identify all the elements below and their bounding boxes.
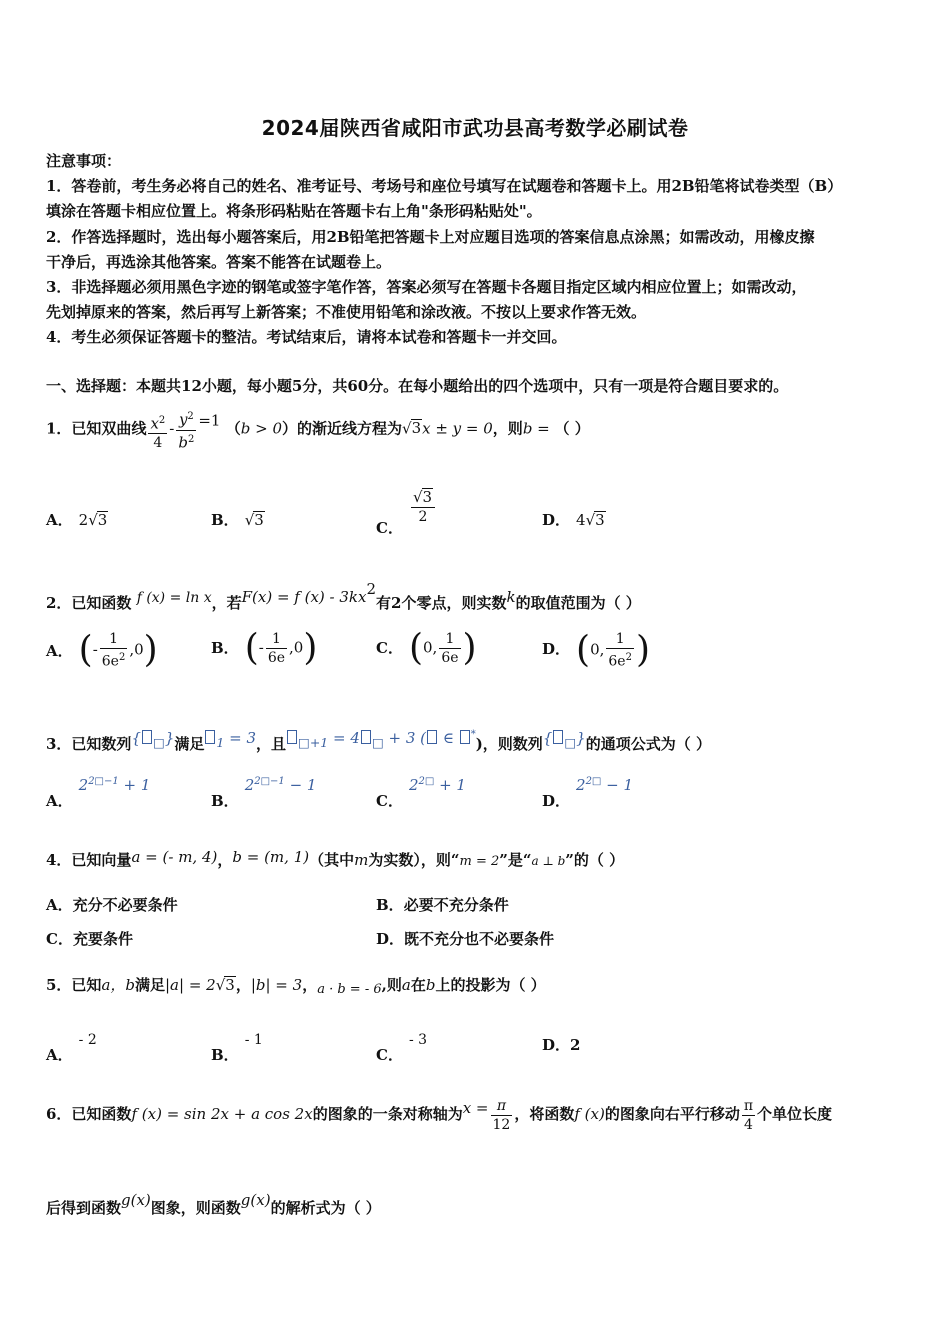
q5-text: 上的投影为（ ） xyxy=(435,976,546,994)
q1-text: ）的渐近线方程为 xyxy=(281,419,402,438)
q4-text: ”是“ xyxy=(499,851,532,869)
notice-line: 干净后，再选涂其他答案。答案不能答在试题卷上。 xyxy=(46,253,392,271)
q4-option-a[interactable] xyxy=(46,895,178,915)
option-coef: 4 xyxy=(576,511,586,529)
question-1: 1．已知双曲线 $\frac{x^2}{4}$ - $\frac{y^2}{b^2}$ =1 （b > 0）的渐近线方程为√3x ± y = 0，则b = （ ） xyxy=(46,408,590,452)
q2-option-c[interactable]: C． (0, $\frac{1}{6e}$ ) xyxy=(376,627,477,669)
q6-text: 的图象的一条对称轴为 xyxy=(312,1105,463,1123)
option-text: 2 xyxy=(570,1036,581,1054)
q5-text: 满足 xyxy=(134,976,165,994)
option-label: A． xyxy=(46,642,73,661)
q6-text: 图象，则函数 xyxy=(150,1199,241,1217)
option-den: 2 xyxy=(418,509,428,525)
q6-text: ，将函数 xyxy=(514,1105,575,1123)
q4-perp: a ⊥ b xyxy=(531,854,566,868)
page-title: 2024届陕西省咸阳市武功县高考数学必刷试卷 xyxy=(261,116,689,140)
option-label: B． xyxy=(211,1046,239,1064)
question-2: 2．已知函数 f (x) = ln x，若F(x) = f $(x) - 3kx^2$有2个零点，则实数k的取值范围为（ ） xyxy=(46,580,641,612)
option-text: 充要条件 xyxy=(72,930,133,948)
option-label: C． xyxy=(376,519,403,537)
q6-prefix: 6．已知函数 xyxy=(46,1105,132,1123)
option-text: + 1 xyxy=(439,776,466,794)
q3-option-d[interactable]: D．$2^{2□} - 1$ xyxy=(542,776,634,810)
q6-twelve: 12 xyxy=(492,1116,511,1133)
notice-line: 1．答卷前，考生务必将自己的姓名、准考证号、考场号和座位号填写在试题卷和答题卡上。用2B铅笔将试卷类型（B） xyxy=(46,177,843,195)
option-text: − 1 xyxy=(606,776,634,794)
q2-option-d[interactable]: D． (0, $\frac{1}{6e^2}$ ) xyxy=(542,629,650,671)
q1-option-a[interactable]: A． 2√3 xyxy=(46,511,108,529)
notice-line: 先划掉原来的答案，然后再写上新答案；不准使用铅笔和涂改液。不按以上要求作答无效。 xyxy=(46,303,647,321)
frac: $\frac{1}{6e}$ xyxy=(441,631,459,666)
option-label: A． xyxy=(46,1046,73,1064)
q4-m: m xyxy=(354,851,369,869)
q4-vec-b: b = (m, 1) xyxy=(232,848,310,866)
q2-k: k xyxy=(506,588,516,606)
q2-f: f (x) = ln x xyxy=(136,590,212,606)
q2-option-a[interactable]: A． (- $\frac{1}{6e^2}$ ,0) xyxy=(46,629,158,671)
section-heading: 一、选择题：本题共12小题，每小题5分，共60分。在每小题给出的四个选项中，只有一项是符合题目要求的。 xyxy=(46,377,789,395)
q4-vec-a: a = (- m, 4) xyxy=(131,848,218,866)
q4-cond: m = 2 xyxy=(459,854,500,869)
q6-text: 的解析式为（ ） xyxy=(270,1199,381,1217)
q6-text: 后得到函数 xyxy=(46,1199,122,1217)
q2-text: 的取值范围为（ ） xyxy=(515,594,641,612)
option-label: C． xyxy=(376,638,403,657)
option-radicand: 3 xyxy=(254,511,264,529)
q6-text: 个单位长度 xyxy=(757,1105,833,1123)
notice-line: 2．作答选择题时，选出每小题答案后，用2B铅笔把答题卡上对应题目选项的答案信息点涂黑；如需改动，用橡皮擦 xyxy=(46,228,815,246)
q5-dot: a · b = - 6 xyxy=(317,982,382,997)
q5-option-a[interactable] xyxy=(46,1030,97,1065)
q5-b: b xyxy=(425,976,436,994)
q5-a: a xyxy=(401,976,411,994)
q6-text: 的图象向右平行移动 xyxy=(604,1105,740,1123)
q3-option-b[interactable]: B．$2^{2□-1} - 1$ xyxy=(211,776,317,810)
frac-pi-4 xyxy=(742,1097,755,1134)
q6-pi: π xyxy=(743,1097,754,1114)
q3-text: 的通项公式为（ ） xyxy=(585,735,711,753)
q5-option-b[interactable] xyxy=(211,1030,263,1065)
option-radicand: 3 xyxy=(595,511,605,529)
q1-eq: x ± y = 0 xyxy=(422,419,493,438)
q2-option-b[interactable]: B． (- $\frac{1}{6e}$ ,0) xyxy=(211,627,318,669)
q1-ask: b = xyxy=(522,419,555,438)
q6-x: x = xyxy=(462,1099,489,1117)
frac: $\frac{1}{6e^2}$ xyxy=(608,631,632,670)
option-label: D． xyxy=(542,511,571,529)
q3-rec3: ∈ xyxy=(442,729,454,747)
q4-text: （其中 xyxy=(309,851,355,869)
q5-ab: a，b xyxy=(101,976,135,994)
option-label: C． xyxy=(376,1046,403,1064)
option-label: C． xyxy=(46,930,73,948)
q3-option-c[interactable]: C．$2^{2□} + 1$ xyxy=(376,776,466,810)
q4-option-d[interactable] xyxy=(376,929,554,949)
option-label: B． xyxy=(211,792,239,810)
notice-line: 填涂在答题卡相应位置上。将条形码粘贴在答题卡右上角"条形码粘贴处"。 xyxy=(46,202,542,220)
question-3: 3．已知数列{ $_□$}满足 $_1$ = 3，且 $_{□+1}$ = 4 $_□$ + 3 ( ∈ *)，则数列{ $_□$}的通项公式为（ ） xyxy=(46,729,711,753)
q3-rec: = 4 xyxy=(333,729,360,747)
q6-f2: f (x) xyxy=(574,1105,605,1123)
q5-text: ,则 xyxy=(381,976,402,994)
frac: $\frac{1}{6e^2}$ xyxy=(101,631,126,670)
q6-g: g(x) xyxy=(240,1191,271,1209)
option-label: B． xyxy=(211,511,239,529)
option-text: - 2 xyxy=(78,1032,97,1048)
q3-text: 满足 xyxy=(174,735,205,753)
option-label: A． xyxy=(46,896,73,914)
q1-text: ，则 xyxy=(492,419,523,438)
frac-sqrt3-2: $\frac{√3}{2}$ xyxy=(411,488,435,526)
q5-option-c[interactable] xyxy=(376,1030,427,1065)
q1-text: （ ） xyxy=(554,419,590,438)
q1-text: （ xyxy=(225,419,241,438)
option-radicand: 3 xyxy=(97,511,108,529)
frac-pi-12 xyxy=(491,1097,513,1134)
q4-prefix: 4．已知向量 xyxy=(46,851,132,869)
option-label: A． xyxy=(46,792,73,810)
option-text: − 1 xyxy=(289,776,317,794)
option-text: - 3 xyxy=(408,1032,428,1048)
q6-g: g(x) xyxy=(121,1191,151,1209)
option-label: D． xyxy=(542,792,571,810)
q6-four: 4 xyxy=(743,1116,753,1133)
q2-text: 有2个零点，则实数 xyxy=(376,594,507,612)
q2-F: F(x) = f (x) - 3kx xyxy=(241,588,367,606)
q2-text: ，若 xyxy=(211,594,242,612)
q3-prefix: 3．已知数列 xyxy=(46,735,132,753)
q3-text: ，且 xyxy=(256,735,287,753)
question-6-line-2 xyxy=(46,1190,381,1218)
q4-text: 为实数），则“ xyxy=(368,851,460,869)
option-text: 必要不充分条件 xyxy=(403,896,509,914)
option-label: B． xyxy=(211,638,239,657)
frac: $\frac{1}{6e}$ xyxy=(267,631,286,666)
q5-option-d[interactable] xyxy=(542,1035,580,1055)
frac-y2-b2: $\frac{y^2}{b^2}$ xyxy=(176,408,196,452)
q3-option-a[interactable]: A．$2^{2□-1} + 1$ xyxy=(46,776,151,810)
option-label: B． xyxy=(376,896,404,914)
question-5: 5．已知a，b满足|a| = 2√3，|b| = 3，a · b = - 6,则a在b上的投影为（ ） xyxy=(46,976,546,997)
q1-option-b[interactable]: B． √3 xyxy=(211,511,264,529)
option-radicand: 3 xyxy=(422,488,433,506)
q4-text: ”的（ ） xyxy=(565,851,625,869)
q1-prefix: 1．已知双曲线 xyxy=(46,419,147,438)
q6-pi: π xyxy=(491,1097,513,1116)
option-label: D． xyxy=(542,1036,571,1054)
question-4: 4．已知向量a = (- m, 4)，b = (m, 1)（其中m为实数），则“m = 2”是“a ⊥ b”的（ ） xyxy=(46,848,625,869)
option-label: D． xyxy=(542,640,571,659)
question-6 xyxy=(46,1095,832,1134)
q3-rec2: + 3 ( xyxy=(388,729,427,747)
option-label: C． xyxy=(376,792,403,810)
q1-cond: b > 0 xyxy=(240,419,282,438)
option-label: D． xyxy=(376,930,405,948)
option-text: 充分不必要条件 xyxy=(72,896,178,914)
q4-option-b[interactable] xyxy=(376,895,509,915)
q6-f: f (x) = sin 2x + a cos 2x xyxy=(131,1105,313,1123)
q5-amag: |a| = 2 xyxy=(165,976,216,994)
q3-a1: = 3 xyxy=(229,729,256,747)
q5-text: 在 xyxy=(410,976,426,994)
q1-option-d[interactable]: D． 4√3 xyxy=(542,511,605,529)
notice-line: 3．非选择题必须用黑色字迹的钢笔或签字笔作答，答案必须写在答题卡各题目指定区域内相应位置上；如需改动， xyxy=(46,278,807,296)
q5-prefix: 5．已知 xyxy=(46,976,102,994)
option-text: - 1 xyxy=(244,1032,263,1048)
q4-option-c[interactable] xyxy=(46,929,133,949)
q3-text: )，则数列 xyxy=(475,735,543,753)
notice-line: 4．考生必须保证答题卡的整洁。考试结束后，请将本试卷和答题卡一并交回。 xyxy=(46,328,567,346)
option-text: 既不充分也不必要条件 xyxy=(404,930,555,948)
option-label: A． xyxy=(46,511,73,529)
q5-bmag: |b| = 3 xyxy=(250,976,303,994)
q2-prefix: 2．已知函数 xyxy=(46,594,132,612)
frac-x2-4: $\frac{x^2}{4}$ xyxy=(148,412,167,453)
option-text: + 1 xyxy=(123,776,151,794)
q1-option-c[interactable] xyxy=(376,488,437,538)
option-coef: 2 xyxy=(78,511,89,529)
notice-heading: 注意事项： xyxy=(46,152,122,170)
